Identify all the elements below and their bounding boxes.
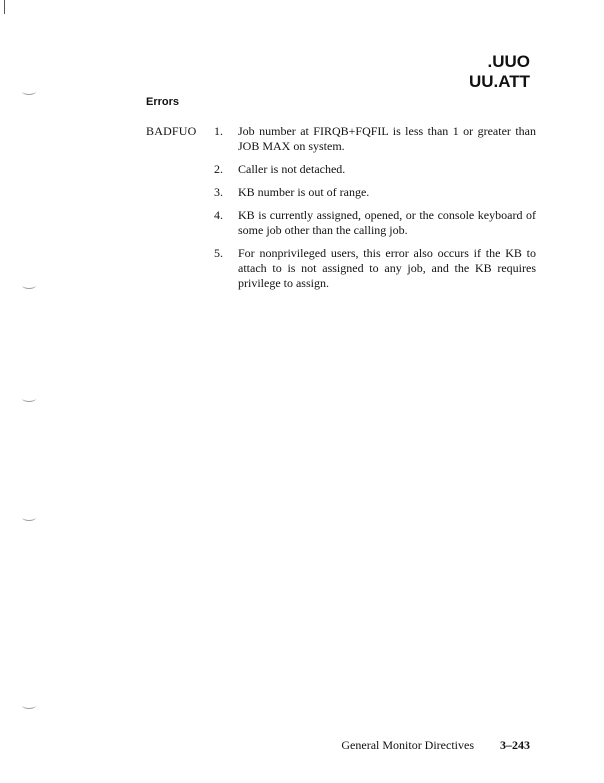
list-item-text: KB is currently assigned, opened, or the console keyboard of some job other than the calling job. bbox=[238, 208, 536, 237]
header-title-subfunction: UU.ATT bbox=[468, 72, 530, 91]
scan-edge-mark bbox=[4, 0, 5, 14]
list-item bbox=[214, 124, 536, 154]
list-item-number: 1. bbox=[214, 124, 223, 138]
header-title-directive: .UUO bbox=[487, 52, 530, 71]
list-item-number: 2. bbox=[214, 162, 223, 176]
margin-mark bbox=[22, 282, 36, 289]
list-item-number: 4. bbox=[214, 208, 223, 222]
margin-mark bbox=[22, 702, 36, 709]
page-footer bbox=[341, 738, 530, 753]
list-item bbox=[214, 246, 536, 291]
section-heading: Errors bbox=[146, 96, 180, 108]
list-item-text: KB number is out of range. bbox=[238, 185, 370, 199]
margin-mark bbox=[22, 88, 36, 95]
list-item-number: 3. bbox=[214, 185, 223, 199]
list-item bbox=[214, 162, 536, 177]
footer-section-name: General Monitor Directives bbox=[341, 738, 474, 752]
error-conditions-list bbox=[214, 124, 536, 299]
list-item-number: 5. bbox=[214, 246, 223, 260]
footer-page-number: 3–243 bbox=[500, 738, 530, 752]
list-item-text: Caller is not detached. bbox=[238, 162, 346, 176]
margin-mark bbox=[22, 395, 36, 402]
list-item bbox=[214, 185, 536, 200]
list-item bbox=[214, 208, 536, 238]
list-item-text: For nonprivileged users, this error also occurs if the KB to attach to is not assigned to any job, and the KB requires privilege to assign. bbox=[238, 246, 536, 290]
list-item-text: Job number at FIRQB+FQFIL is less than 1 or greater than JOB MAX on system. bbox=[238, 124, 536, 153]
margin-mark bbox=[22, 514, 36, 521]
page-header bbox=[469, 52, 530, 92]
error-code: BADFUO bbox=[146, 124, 197, 138]
